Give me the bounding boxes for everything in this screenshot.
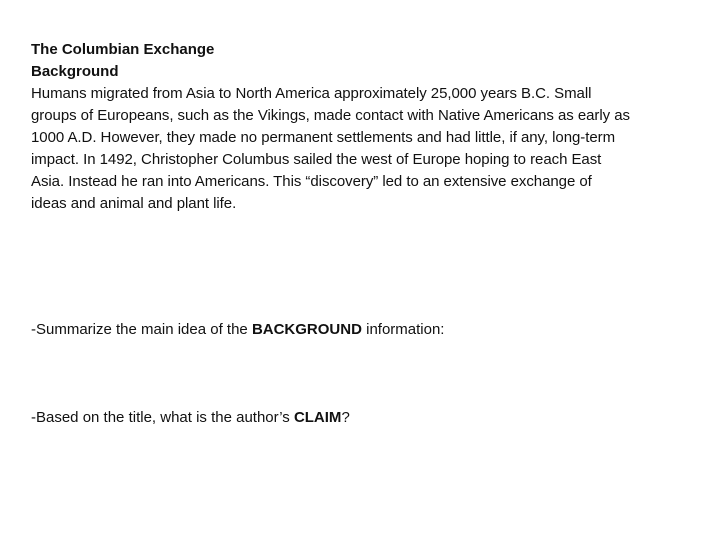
question-summarize — [31, 319, 444, 341]
section-heading: Background — [31, 63, 119, 80]
question-suffix: ? — [341, 409, 350, 426]
document-title: The Columbian Exchange — [31, 41, 215, 58]
question-claim — [31, 407, 350, 429]
background-paragraph: Humans migrated from Asia to North America approximately 25,000 years B.C. Small groups of Europeans, such as the Vikings, made contact with Native Americans as early as 1000 A.D. However, they made no permanent settlements and had little, if any, long-term impact. In 1492, Christopher Columbus sailed the west of Europe hoping to reach East Asia. Instead he ran into Americans. This “discovery” led to an extensive exchange of ideas and animal and plant life. — [31, 85, 630, 212]
question-emphasis: BACKGROUND — [251, 321, 362, 338]
question-prefix: -Summarize the main idea of the — [31, 321, 252, 338]
question-suffix: information: — [361, 321, 445, 338]
question-prefix: -Based on the title, what is the author’s — [31, 409, 294, 426]
question-emphasis: CLAIM — [293, 409, 342, 426]
